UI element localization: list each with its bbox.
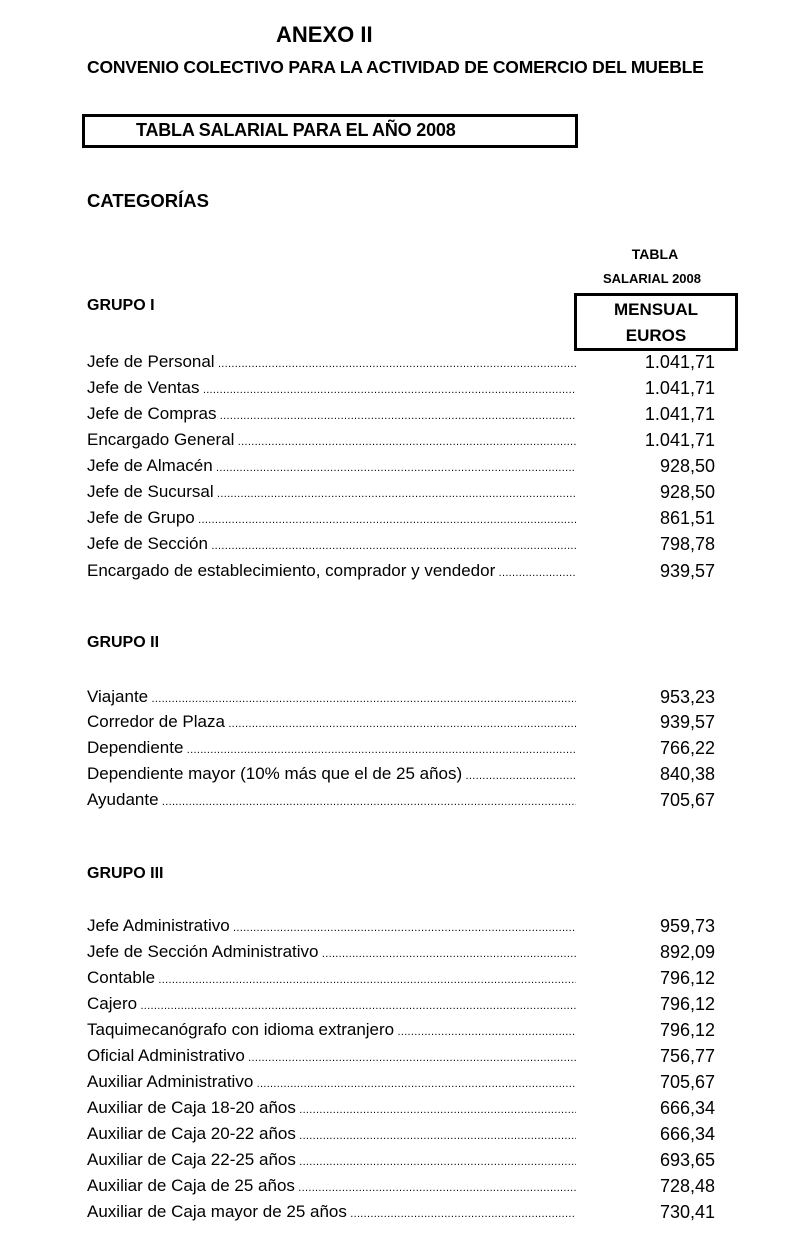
category-label: Viajante ..... xyxy=(87,685,576,711)
table-row xyxy=(87,914,715,938)
salary-value: 705,67 xyxy=(659,790,715,810)
salary-value: 796,12 xyxy=(659,994,715,1014)
category-label: Jefe de Sección Administrativo ..... xyxy=(87,940,576,966)
category-label: Corredor de Plaza ..... xyxy=(87,710,576,736)
salary-value: 1.041,71 xyxy=(644,352,715,372)
table-row xyxy=(87,992,715,1016)
table-row xyxy=(87,940,715,964)
salary-value: 730,41 xyxy=(659,1202,715,1222)
salary-value: 939,57 xyxy=(659,561,715,581)
group-title: GRUPO II xyxy=(87,634,160,651)
category-label: Jefe de Sección ..... xyxy=(87,532,576,558)
salary-value: 766,22 xyxy=(659,738,715,758)
category-label: Taquimecanógrafo con idioma extranjero ..... xyxy=(87,1018,576,1044)
category-label: Auxiliar Administrativo ..... xyxy=(87,1070,576,1096)
category-label: Encargado General ..... xyxy=(87,428,576,454)
table-row xyxy=(87,1148,715,1172)
salary-value: 939,57 xyxy=(659,712,715,732)
category-label: Auxiliar de Caja de 25 años ..... xyxy=(87,1174,576,1200)
category-label: Contable ..... xyxy=(87,966,576,992)
table-row xyxy=(87,966,715,990)
salary-value: 892,09 xyxy=(659,942,715,962)
unit-box xyxy=(574,293,738,351)
unit-line1: MENSUAL xyxy=(613,300,699,319)
column-heading-line2: SALARIAL 2008 xyxy=(602,271,701,286)
category-label: Jefe de Ventas ..... xyxy=(87,376,576,402)
document-title: ANEXO II xyxy=(276,22,373,47)
category-label: Encargado de establecimiento, comprador y vendedor ..... xyxy=(87,559,576,585)
table-row xyxy=(87,1070,715,1094)
table-row xyxy=(87,428,715,452)
table-row xyxy=(87,350,715,374)
table-row xyxy=(87,559,715,583)
table-row xyxy=(87,506,715,530)
salary-value: 728,48 xyxy=(659,1176,715,1196)
category-label: Jefe de Sucursal ..... xyxy=(87,480,576,506)
salary-value: 840,38 xyxy=(659,764,715,784)
category-label: Jefe de Grupo ..... xyxy=(87,506,576,532)
table-row xyxy=(87,402,715,426)
table-row xyxy=(87,1174,715,1198)
table-row xyxy=(87,1044,715,1068)
category-label: Dependiente ..... xyxy=(87,736,576,762)
unit-line2: EUROS xyxy=(625,326,687,345)
salary-value: 861,51 xyxy=(659,508,715,528)
category-label: Auxiliar de Caja 22-25 años ..... xyxy=(87,1148,576,1174)
table-row xyxy=(87,736,715,760)
salary-value: 1.041,71 xyxy=(644,404,715,424)
category-label: Auxiliar de Caja mayor de 25 años ..... xyxy=(87,1200,576,1226)
category-label: Ayudante ..... xyxy=(87,788,576,814)
table-title: TABLA SALARIAL PARA EL AÑO 2008 xyxy=(136,120,456,140)
category-label: Auxiliar de Caja 20-22 años ..... xyxy=(87,1122,576,1148)
document-subtitle: CONVENIO COLECTIVO PARA LA ACTIVIDAD DE COMERCIO DEL MUEBLE xyxy=(87,57,704,77)
salary-value: 693,65 xyxy=(659,1150,715,1170)
table-row xyxy=(87,376,715,400)
table-row xyxy=(87,1122,715,1146)
salary-value: 666,34 xyxy=(659,1098,715,1118)
category-label: Dependiente mayor (10% más que el de 25 años) ..... xyxy=(87,762,576,788)
category-label: Oficial Administrativo ..... xyxy=(87,1044,576,1070)
salary-value: 928,50 xyxy=(659,482,715,502)
category-label: Auxiliar de Caja 18-20 años ..... xyxy=(87,1096,576,1122)
salary-value: 756,77 xyxy=(659,1046,715,1066)
table-row xyxy=(87,1018,715,1042)
table-row xyxy=(87,1096,715,1120)
category-label: Jefe Administrativo ..... xyxy=(87,914,576,940)
salary-value: 796,12 xyxy=(659,968,715,988)
group-title: GRUPO III xyxy=(87,865,164,882)
salary-value: 1.041,71 xyxy=(644,430,715,450)
table-title-box xyxy=(82,114,578,148)
categories-heading: CATEGORÍAS xyxy=(87,190,209,211)
salary-value: 796,12 xyxy=(659,1020,715,1040)
salary-value: 705,67 xyxy=(659,1072,715,1092)
salary-value: 666,34 xyxy=(659,1124,715,1144)
category-label: Jefe de Personal ..... xyxy=(87,350,576,376)
column-heading-line1: TABLA xyxy=(631,246,679,262)
table-row xyxy=(87,454,715,478)
salary-value: 928,50 xyxy=(659,456,715,476)
category-label: Jefe de Almacén ..... xyxy=(87,454,576,480)
table-row xyxy=(87,788,715,812)
table-row xyxy=(87,480,715,504)
table-row xyxy=(87,762,715,786)
salary-value: 1.041,71 xyxy=(644,378,715,398)
table-row xyxy=(87,685,715,709)
salary-value: 798,78 xyxy=(659,534,715,554)
category-label: Jefe de Compras ..... xyxy=(87,402,576,428)
group-title: GRUPO I xyxy=(87,297,155,314)
salary-value: 953,23 xyxy=(659,687,715,707)
table-row xyxy=(87,710,715,734)
category-label: Cajero ..... xyxy=(87,992,576,1018)
salary-value: 959,73 xyxy=(659,916,715,936)
table-row xyxy=(87,532,715,556)
table-row xyxy=(87,1200,715,1224)
